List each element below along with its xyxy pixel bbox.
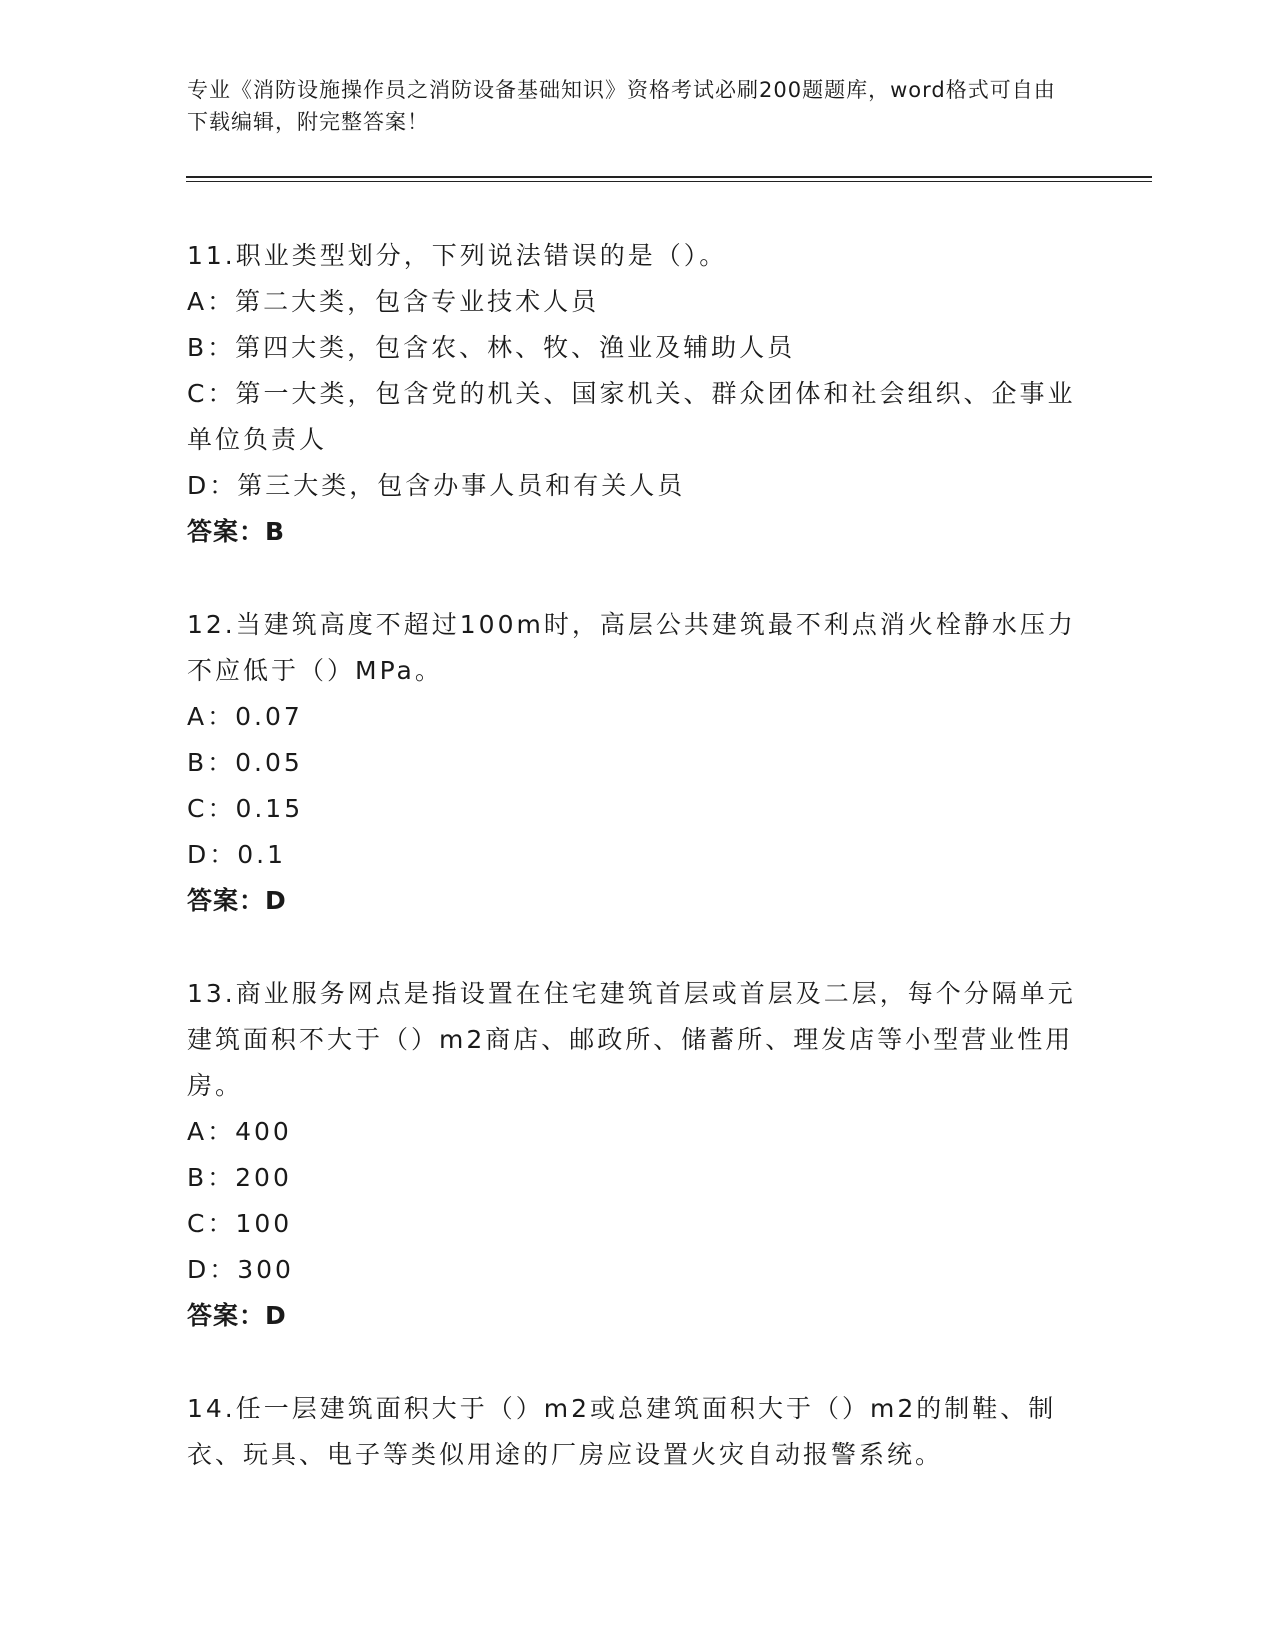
option-c: C：0.15 xyxy=(187,794,304,823)
question-stem: 13.商业服务网点是指设置在住宅建筑首层或首层及二层，每个分隔单元建筑面积不大于（）m2商店、邮政所、储蓄所、理发店等小型营业性用房。 xyxy=(187,979,1076,1100)
option-c: C：100 xyxy=(187,1209,293,1238)
answer-label: 答案：D xyxy=(187,1301,287,1330)
header-divider-thin xyxy=(186,181,1152,182)
option-b: B：200 xyxy=(187,1163,292,1192)
option-a: A：400 xyxy=(187,1117,292,1146)
option-a: A：第二大类，包含专业技术人员 xyxy=(187,287,600,316)
question-11 xyxy=(187,233,1077,555)
option-d: D：300 xyxy=(187,1255,294,1284)
question-13 xyxy=(187,971,1077,1339)
question-12 xyxy=(187,602,1077,924)
question-stem: 11.职业类型划分，下列说法错误的是（）。 xyxy=(187,241,728,270)
answer-label: 答案：D xyxy=(187,886,287,915)
document-header: 专业《消防设施操作员之消防设备基础知识》资格考试必刷200题题库，word格式可自由下载编辑，附完整答案！ xyxy=(187,78,1056,134)
answer-label: 答案：B xyxy=(187,517,286,546)
option-c: C：第一大类，包含党的机关、国家机关、群众团体和社会组织、企事业单位负责人 xyxy=(187,379,1076,454)
option-d: D：第三大类，包含办事人员和有关人员 xyxy=(187,471,686,500)
option-b: B：0.05 xyxy=(187,748,303,777)
question-stem: 14.任一层建筑面积大于（）m2或总建筑面积大于（）m2的制鞋、制衣、玩具、电子等类似用途的厂房应设置火灾自动报警系统。 xyxy=(187,1394,1057,1469)
question-stem: 12.当建筑高度不超过100m时，高层公共建筑最不利点消火栓静水压力不应低于（）MPa。 xyxy=(187,610,1076,685)
header-divider-thick xyxy=(186,176,1152,178)
option-b: B：第四大类，包含农、林、牧、渔业及辅助人员 xyxy=(187,333,796,362)
question-14 xyxy=(187,1386,1077,1478)
option-d: D：0.1 xyxy=(187,840,287,869)
question-list xyxy=(187,233,1077,1525)
option-a: A：0.07 xyxy=(187,702,303,731)
